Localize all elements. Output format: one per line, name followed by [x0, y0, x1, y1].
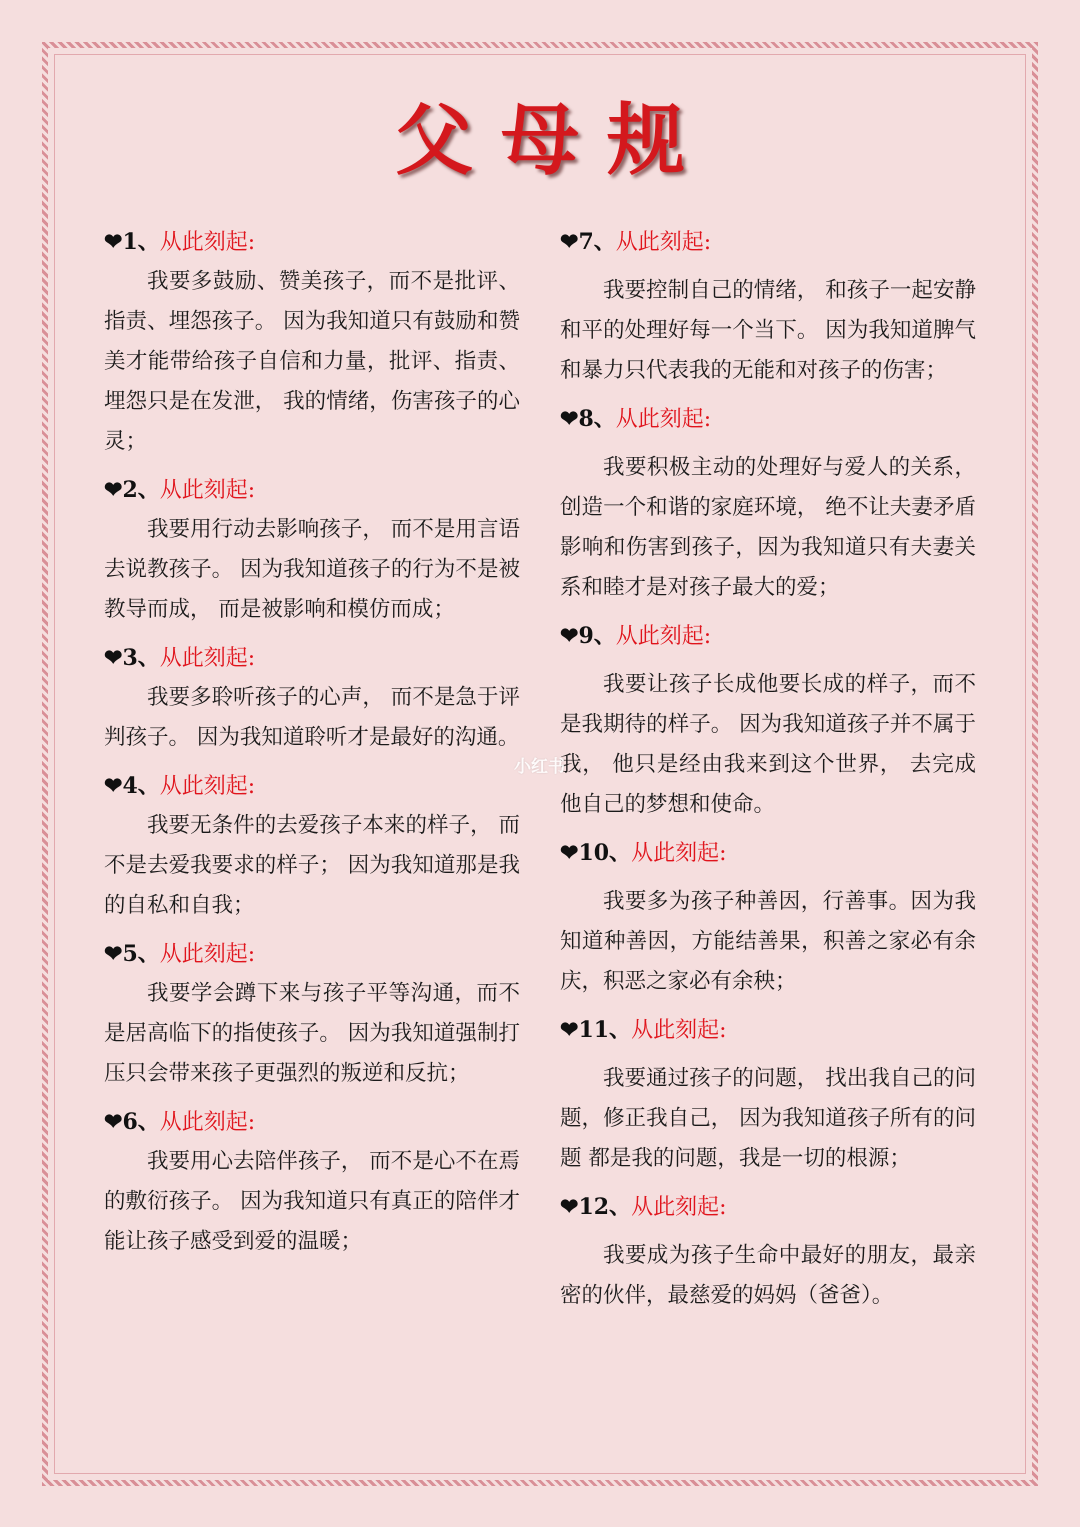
rule-heading — [560, 399, 976, 439]
heart-icon: ❤ — [560, 623, 579, 649]
rule-heading-label: 从此刻起: — [159, 1110, 256, 1135]
rule-item-10 — [560, 833, 976, 1002]
heart-icon: ❤ — [104, 1109, 123, 1135]
rule-text: 我要学会蹲下来与孩子平等沟通，而不是居高临下的指使孩子。 因为我知道强制打压只会带来孩子更强烈的叛逆和反抗； — [104, 981, 520, 1086]
watermark-logo: 小红书 — [514, 757, 565, 777]
rule-item-8 — [560, 399, 976, 608]
rule-heading-label: 从此刻起: — [159, 478, 256, 503]
rule-number: 12、 — [578, 1194, 632, 1220]
rule-text: 我要无条件的去爱孩子本来的样子， 而不是去爱我要求的样子； 因为我知道那是我的自私和自我； — [104, 813, 520, 918]
rule-number: 2、 — [122, 477, 160, 503]
rule-heading-label: 从此刻起: — [159, 646, 256, 671]
rule-item-11 — [560, 1010, 976, 1179]
rule-text: 我要多聆听孩子的心声， 而不是急于评判孩子。 因为我知道聆听才是最好的沟通。 — [104, 685, 520, 750]
rule-text: 我要通过孩子的问题， 找出我自己的问题，修正我自己， 因为我知道孩子所有的问题 都是我的问题，我是一切的根源； — [560, 1066, 976, 1171]
rule-number: 1、 — [122, 229, 160, 255]
heart-icon: ❤ — [560, 406, 579, 432]
rule-number: 8、 — [578, 406, 616, 432]
rule-text: 我要用行动去影响孩子， 而不是用言语去说教孩子。 因为我知道孩子的行为不是被教导而成， 而是被影响和模仿而成； — [104, 517, 520, 622]
rule-heading-label: 从此刻起: — [615, 624, 712, 649]
rule-text: 我要用心去陪伴孩子， 而不是心不在焉的敷衍孩子。 因为我知道只有真正的陪伴才能让孩子感受到爱的温暖； — [104, 1149, 520, 1254]
rule-heading-label: 从此刻起: — [615, 407, 712, 432]
rule-heading — [104, 766, 520, 806]
heart-icon: ❤ — [560, 229, 579, 255]
rule-text: 我要多为孩子种善因，行善事。因为我知道种善因，方能结善果，积善之家必有余庆，积恶之家必有余秧； — [560, 889, 976, 994]
rule-text: 我要让孩子长成他要长成的样子，而不是我期待的样子。 因为我知道孩子并不属于我， 他只是经由我来到这个世界， 去完成他自己的梦想和使命。 — [560, 672, 976, 817]
page-title: 父母规 — [394, 95, 713, 186]
rule-heading — [560, 222, 976, 262]
rule-text: 我要多鼓励、赞美孩子，而不是批评、指责、埋怨孩子。 因为我知道只有鼓励和赞美才能带给孩子自信和力量，批评、指责、埋怨只是在发泄， 我的情绪，伤害孩子的心灵； — [104, 269, 520, 454]
rule-item-6 — [104, 1102, 520, 1262]
heart-icon: ❤ — [104, 477, 123, 503]
rule-text: 我要成为孩子生命中最好的朋友，最亲密的伙伴，最慈爱的妈妈（爸爸）。 — [560, 1243, 976, 1308]
heart-icon: ❤ — [560, 1194, 579, 1220]
rule-number: 6、 — [122, 1109, 160, 1135]
heart-icon: ❤ — [104, 229, 123, 255]
heart-icon: ❤ — [104, 941, 123, 967]
rule-heading — [104, 222, 520, 262]
rule-heading — [560, 833, 976, 873]
rule-heading — [560, 1187, 976, 1227]
heart-icon: ❤ — [560, 840, 579, 866]
rule-item-5 — [104, 934, 520, 1094]
heart-icon: ❤ — [560, 1017, 579, 1043]
left-column — [104, 222, 520, 1270]
rule-heading — [104, 470, 520, 510]
rule-heading-label: 从此刻起: — [631, 841, 727, 866]
rule-item-4 — [104, 766, 520, 926]
rule-text: 我要积极主动的处理好与爱人的关系， 创造一个和谐的家庭环境， 绝不让夫妻矛盾影响和伤害到孩子，因为我知道只有夫妻关系和睦才是对孩子最大的爱； — [560, 455, 976, 600]
rule-heading-label: 从此刻起: — [159, 230, 256, 255]
rule-item-9 — [560, 616, 976, 825]
rule-heading-label: 从此刻起: — [159, 942, 256, 967]
rule-heading — [104, 638, 520, 678]
rule-number: 9、 — [578, 623, 616, 649]
rule-number: 7、 — [578, 229, 616, 255]
rule-number: 3、 — [122, 645, 160, 671]
rule-text: 我要控制自己的情绪， 和孩子一起安静和平的处理好每一个当下。 因为我知道脾气和暴力只代表我的无能和对孩子的伤害； — [560, 278, 976, 383]
rule-number: 10、 — [578, 840, 632, 866]
rule-number: 5、 — [122, 941, 160, 967]
heart-icon: ❤ — [104, 773, 123, 799]
rule-heading-label: 从此刻起: — [631, 1018, 727, 1043]
rule-heading — [560, 1010, 976, 1050]
rule-item-1 — [104, 222, 520, 462]
rule-heading-label: 从此刻起: — [631, 1195, 727, 1220]
rule-heading — [560, 616, 976, 656]
rule-heading — [104, 934, 520, 974]
rule-number: 4、 — [122, 773, 160, 799]
heart-icon: ❤ — [104, 645, 123, 671]
rule-heading-label: 从此刻起: — [615, 230, 712, 255]
right-column — [560, 222, 976, 1324]
rule-item-3 — [104, 638, 520, 758]
rule-number: 11、 — [578, 1017, 632, 1043]
rule-heading — [104, 1102, 520, 1142]
rule-item-2 — [104, 470, 520, 630]
rule-item-12 — [560, 1187, 976, 1316]
rule-heading-label: 从此刻起: — [159, 774, 256, 799]
rule-item-7 — [560, 222, 976, 391]
